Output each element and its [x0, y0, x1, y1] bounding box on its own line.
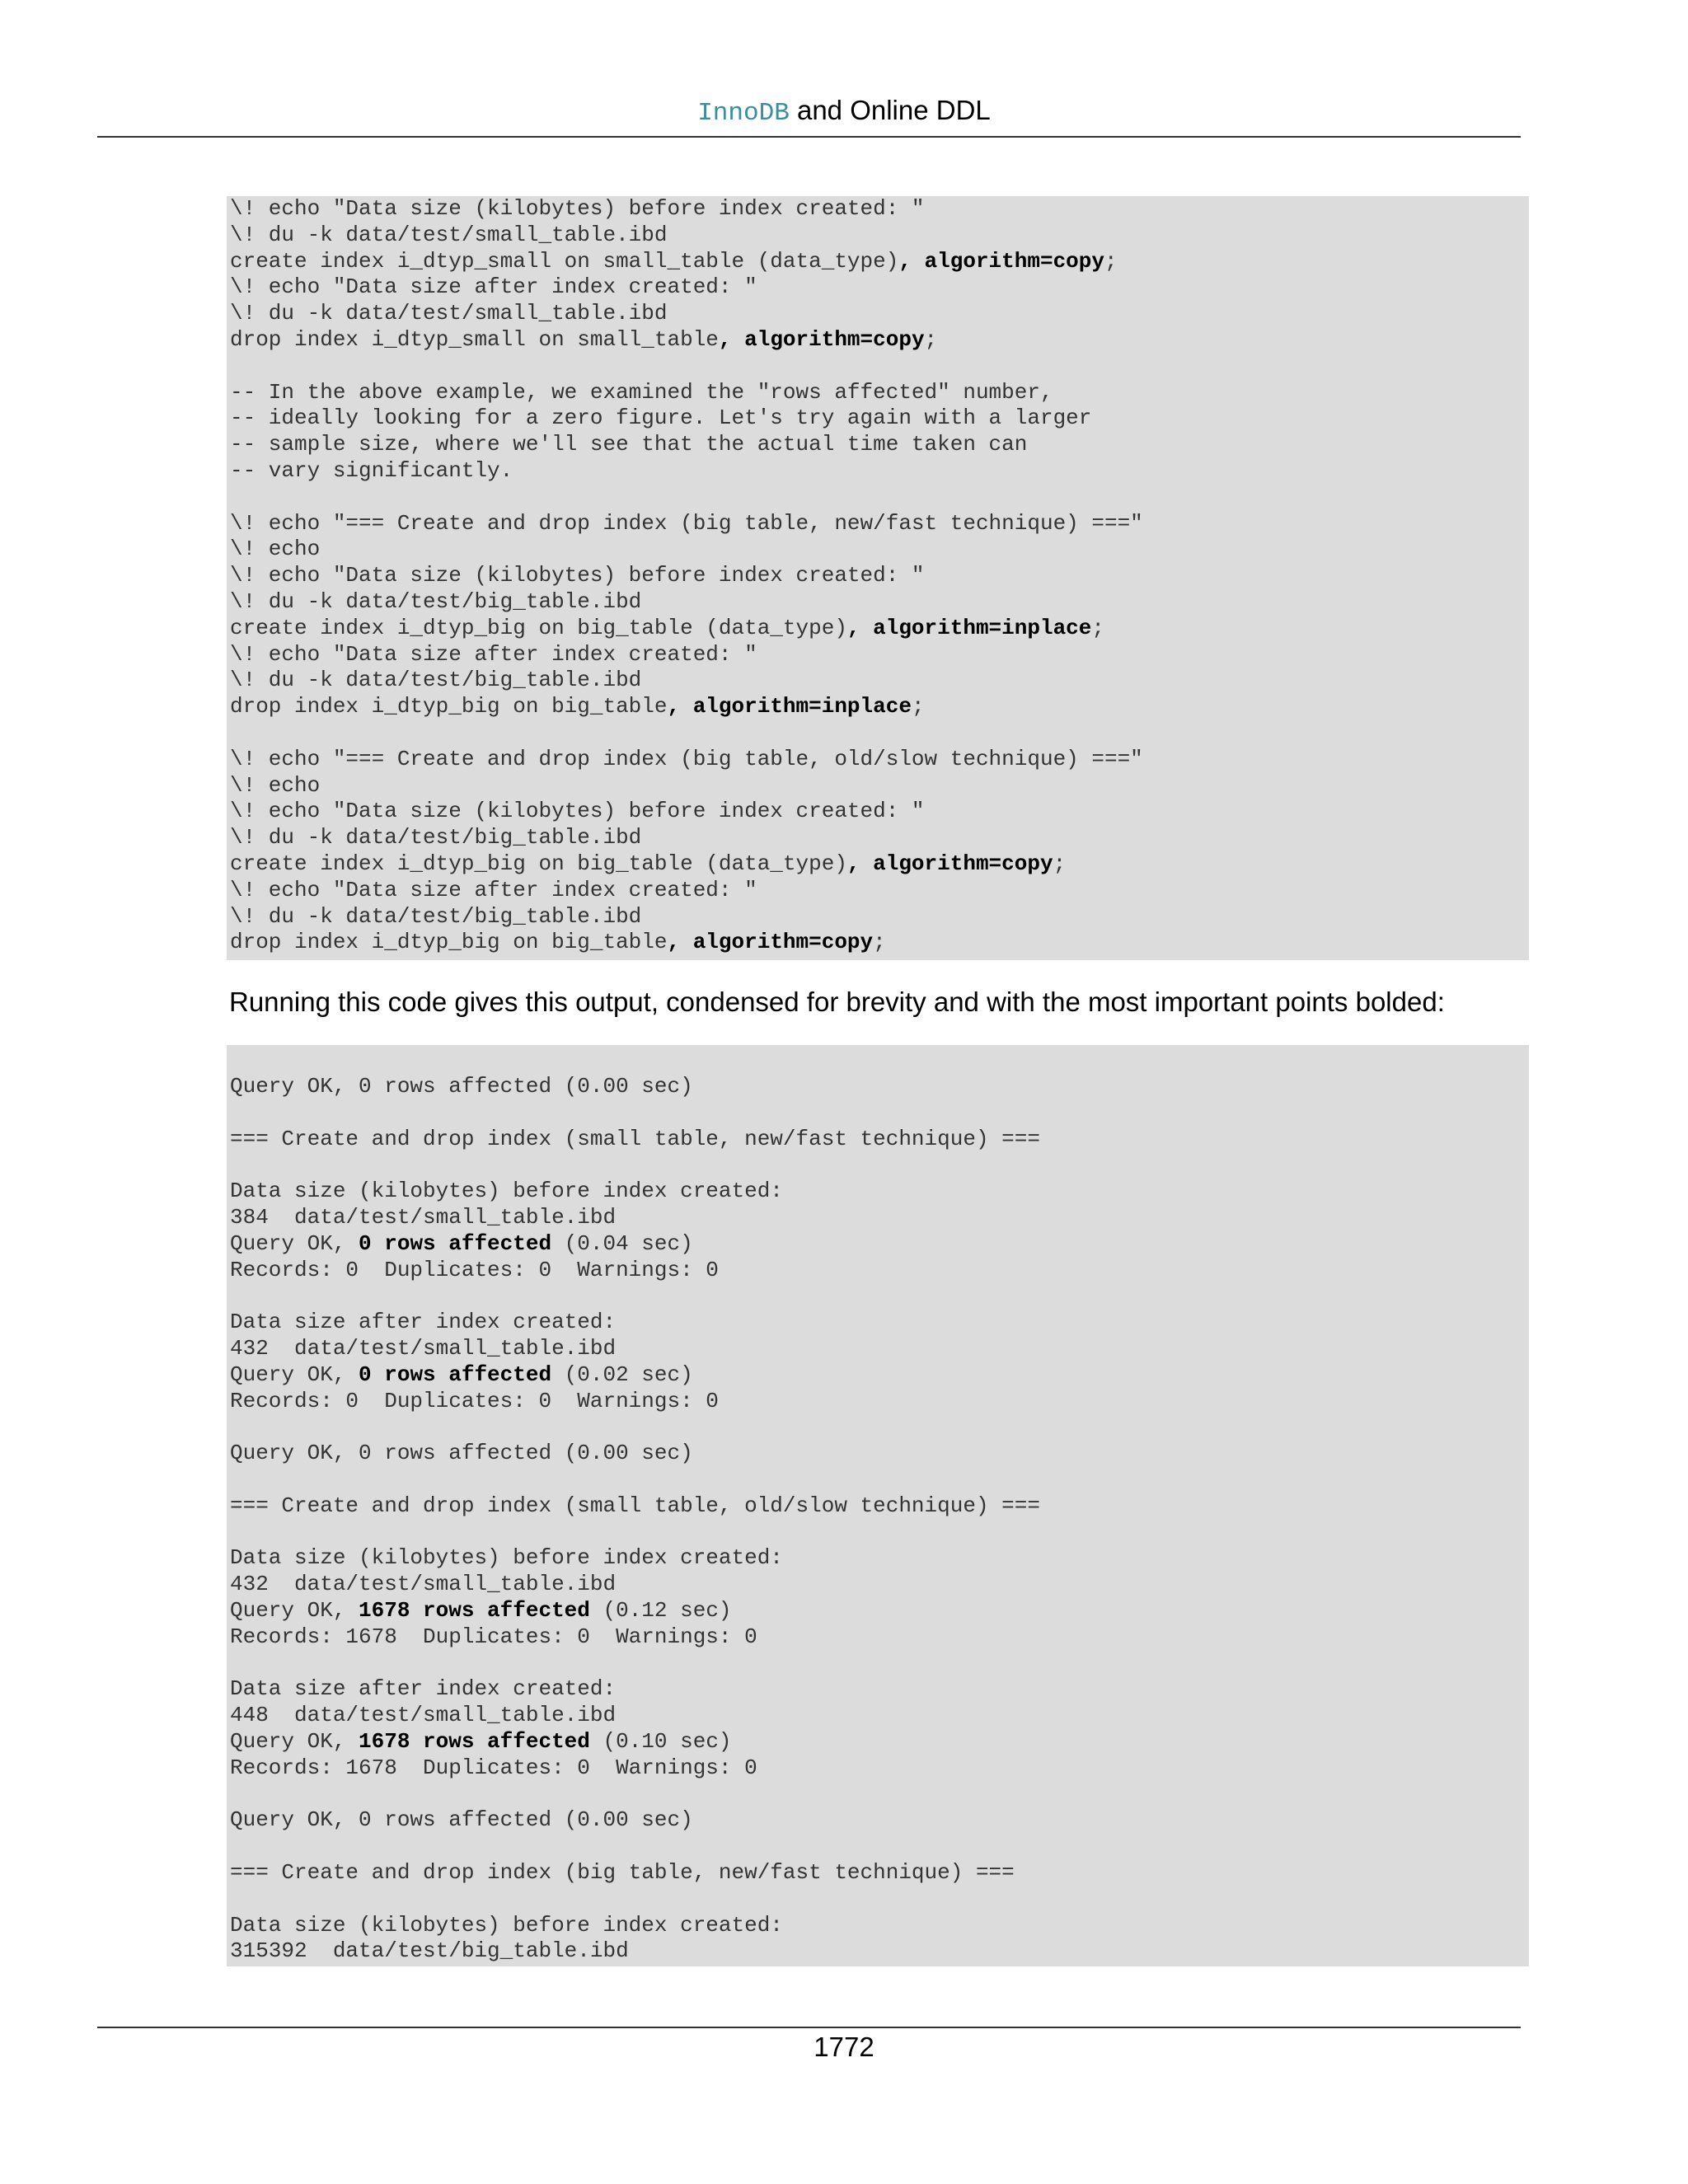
code-text: 448 data/test/small_table.ibd — [230, 1703, 617, 1728]
code-text: \! echo "Data size (kilobytes) before index created: " — [230, 196, 925, 221]
code-line — [230, 432, 1529, 458]
code-text: ; — [1104, 248, 1118, 274]
code-text: -- sample size, where we'll see that the actual time taken can — [230, 432, 1028, 457]
code-line — [230, 642, 1529, 668]
code-text: drop index i_dtyp_small on small_table — [230, 326, 719, 352]
code-line — [230, 1152, 1529, 1179]
header-code-word: InnoDB — [697, 99, 790, 128]
code-line — [230, 825, 1529, 851]
code-text: Query OK, 0 rows affected (0.00 sec) — [230, 1074, 693, 1099]
code-text: create index i_dtyp_big on big_table (data_type) — [230, 851, 847, 876]
code-line — [230, 458, 1529, 485]
code-text: -- vary significantly. — [230, 457, 513, 483]
code-line — [230, 1598, 1529, 1624]
code-line — [230, 1283, 1529, 1310]
code-text: drop index i_dtyp_big on big_table — [230, 694, 668, 719]
code-text: \! echo "Data size (kilobytes) before index created: " — [230, 799, 925, 824]
footer-rule — [97, 2027, 1521, 2028]
code-line — [230, 1310, 1529, 1336]
code-text: Data size (kilobytes) before index created: — [230, 1912, 783, 1938]
code-text: \! echo — [230, 772, 321, 798]
code-text: \! echo "Data size (kilobytes) before index created: " — [230, 563, 925, 588]
code-text: 432 data/test/small_table.ibd — [230, 1335, 617, 1361]
code-line — [230, 1205, 1529, 1231]
header-title: and Online DDL — [789, 95, 991, 125]
header-rule — [97, 136, 1521, 138]
code-line — [230, 1127, 1529, 1153]
code-highlight: , algorithm=copy — [667, 930, 874, 955]
code-line — [230, 720, 1529, 747]
code-line — [230, 511, 1529, 537]
code-line — [230, 1729, 1529, 1755]
code-line — [230, 405, 1529, 432]
code-text: === Create and drop index (small table, old/slow technique) === — [230, 1493, 1040, 1518]
code-highlight: , algorithm=copy — [718, 326, 925, 352]
code-line — [230, 694, 1529, 720]
page-number: 1772 — [814, 2032, 874, 2062]
code-text: \! echo "=== Create and drop index (big table, old/slow technique) ===" — [230, 746, 1143, 771]
code-line — [230, 1414, 1529, 1441]
code-highlight: , algorithm=inplace — [846, 615, 1092, 640]
code-text: Query OK, — [230, 1230, 359, 1256]
body-paragraph: Running this code gives this output, condensed for brevity and with the most important points bolded: — [229, 987, 1445, 1017]
code-text: \! du -k data/test/big_table.ibd — [230, 903, 642, 929]
code-text: ; — [873, 930, 886, 955]
code-text: \! echo "Data size after index created: " — [230, 274, 757, 300]
code-line — [230, 747, 1529, 773]
code-text: ; — [1053, 851, 1067, 876]
code-line — [230, 485, 1529, 511]
code-line — [230, 1336, 1529, 1362]
code-line — [230, 878, 1529, 904]
code-text: Query OK, — [230, 1597, 359, 1623]
code-text: \! du -k data/test/big_table.ibd — [230, 588, 642, 614]
code-highlight: , algorithm=copy — [846, 851, 1053, 876]
code-text: \! du -k data/test/small_table.ibd — [230, 222, 668, 247]
code-text: Data size (kilobytes) before index created: — [230, 1545, 783, 1571]
code-text: (0.10 sec) — [589, 1728, 732, 1754]
code-line — [230, 1258, 1529, 1284]
code-line — [230, 1441, 1529, 1467]
code-text: drop index i_dtyp_big on big_table — [230, 930, 668, 955]
code-line — [230, 249, 1529, 275]
code-line — [230, 1362, 1529, 1389]
code-text: Query OK, — [230, 1728, 359, 1754]
code-line — [230, 1834, 1529, 1860]
code-line — [230, 1676, 1529, 1703]
code-text: 315392 data/test/big_table.ibd — [230, 1938, 629, 1964]
code-text: ; — [1091, 615, 1104, 640]
code-text: create index i_dtyp_big on big_table (data_type) — [230, 615, 847, 640]
code-highlight: , algorithm=inplace — [667, 694, 912, 719]
code-line — [230, 1651, 1529, 1677]
code-line — [230, 589, 1529, 616]
code-text: \! echo "Data size after index created: " — [230, 641, 757, 667]
code-highlight: 1678 rows affected — [359, 1597, 590, 1623]
code-text: \! echo — [230, 537, 321, 562]
code-line — [230, 1572, 1529, 1598]
code-text: Data size (kilobytes) before index created: — [230, 1179, 783, 1204]
code-line — [230, 1231, 1529, 1258]
code-highlight: 0 rows affected — [359, 1230, 552, 1256]
code-text: \! du -k data/test/big_table.ibd — [230, 825, 642, 851]
code-line — [230, 1074, 1529, 1100]
code-line — [230, 930, 1529, 956]
code-text: Query OK, — [230, 1361, 359, 1387]
code-line — [230, 1467, 1529, 1493]
code-text: create index i_dtyp_small on small_table (data_type) — [230, 248, 899, 274]
code-text: 384 data/test/small_table.ibd — [230, 1204, 617, 1230]
code-highlight: , algorithm=copy — [898, 248, 1104, 274]
code-line — [230, 616, 1529, 642]
code-line — [230, 1624, 1529, 1651]
code-block-output — [227, 1045, 1529, 1966]
code-text: Records: 0 Duplicates: 0 Warnings: 0 — [230, 1257, 719, 1282]
code-highlight: 0 rows affected — [359, 1361, 552, 1387]
code-text: Records: 0 Duplicates: 0 Warnings: 0 — [230, 1388, 719, 1413]
code-text: Records: 1678 Duplicates: 0 Warnings: 0 — [230, 1755, 757, 1780]
code-line — [230, 537, 1529, 563]
code-text: 432 data/test/small_table.ibd — [230, 1572, 617, 1597]
code-line — [230, 851, 1529, 878]
code-line — [230, 354, 1529, 380]
code-line — [230, 1807, 1529, 1834]
code-line — [230, 196, 1529, 223]
code-line — [230, 1545, 1529, 1572]
code-text: (0.04 sec) — [551, 1230, 693, 1256]
code-highlight: 1678 rows affected — [359, 1728, 590, 1754]
code-text: === Create and drop index (big table, new/fast technique) === — [230, 1859, 1015, 1885]
code-line — [230, 327, 1529, 354]
code-line — [230, 668, 1529, 694]
code-text: Records: 1678 Duplicates: 0 Warnings: 0 — [230, 1624, 757, 1649]
code-line — [230, 563, 1529, 589]
code-text: (0.02 sec) — [551, 1361, 693, 1387]
code-line — [230, 1860, 1529, 1886]
code-text: -- ideally looking for a zero figure. Let's try again with a larger — [230, 405, 1092, 431]
code-text: (0.12 sec) — [589, 1597, 732, 1623]
code-line — [230, 773, 1529, 799]
code-text: Data size after index created: — [230, 1676, 617, 1702]
code-line — [230, 1755, 1529, 1782]
code-line — [230, 1913, 1529, 1939]
code-block-script — [227, 196, 1529, 960]
code-text: Query OK, 0 rows affected (0.00 sec) — [230, 1441, 693, 1466]
page-header — [0, 94, 1688, 130]
code-line — [230, 904, 1529, 930]
code-text: \! du -k data/test/small_table.ibd — [230, 301, 668, 326]
code-text: \! du -k data/test/big_table.ibd — [230, 668, 642, 693]
code-text: ; — [924, 326, 938, 352]
code-line — [230, 1389, 1529, 1415]
code-line — [230, 1493, 1529, 1520]
code-line — [230, 223, 1529, 249]
code-line — [230, 1179, 1529, 1205]
code-line — [230, 1782, 1529, 1808]
code-line — [230, 301, 1529, 327]
code-text: ; — [911, 694, 925, 719]
code-text: Data size after index created: — [230, 1310, 617, 1335]
code-text: \! echo "=== Create and drop index (big table, new/fast technique) ===" — [230, 510, 1143, 536]
code-text: Query OK, 0 rows affected (0.00 sec) — [230, 1807, 693, 1833]
code-line — [230, 380, 1529, 406]
code-line — [230, 1100, 1529, 1127]
code-text: \! echo "Data size after index created: " — [230, 877, 757, 902]
code-line — [230, 1703, 1529, 1729]
code-line — [230, 1886, 1529, 1913]
code-line — [230, 1520, 1529, 1546]
code-text: -- In the above example, we examined the "rows affected" number, — [230, 379, 1053, 405]
code-line — [230, 799, 1529, 825]
code-line — [230, 274, 1529, 301]
code-text: === Create and drop index (small table, new/fast technique) === — [230, 1126, 1040, 1151]
code-line — [230, 1938, 1529, 1965]
